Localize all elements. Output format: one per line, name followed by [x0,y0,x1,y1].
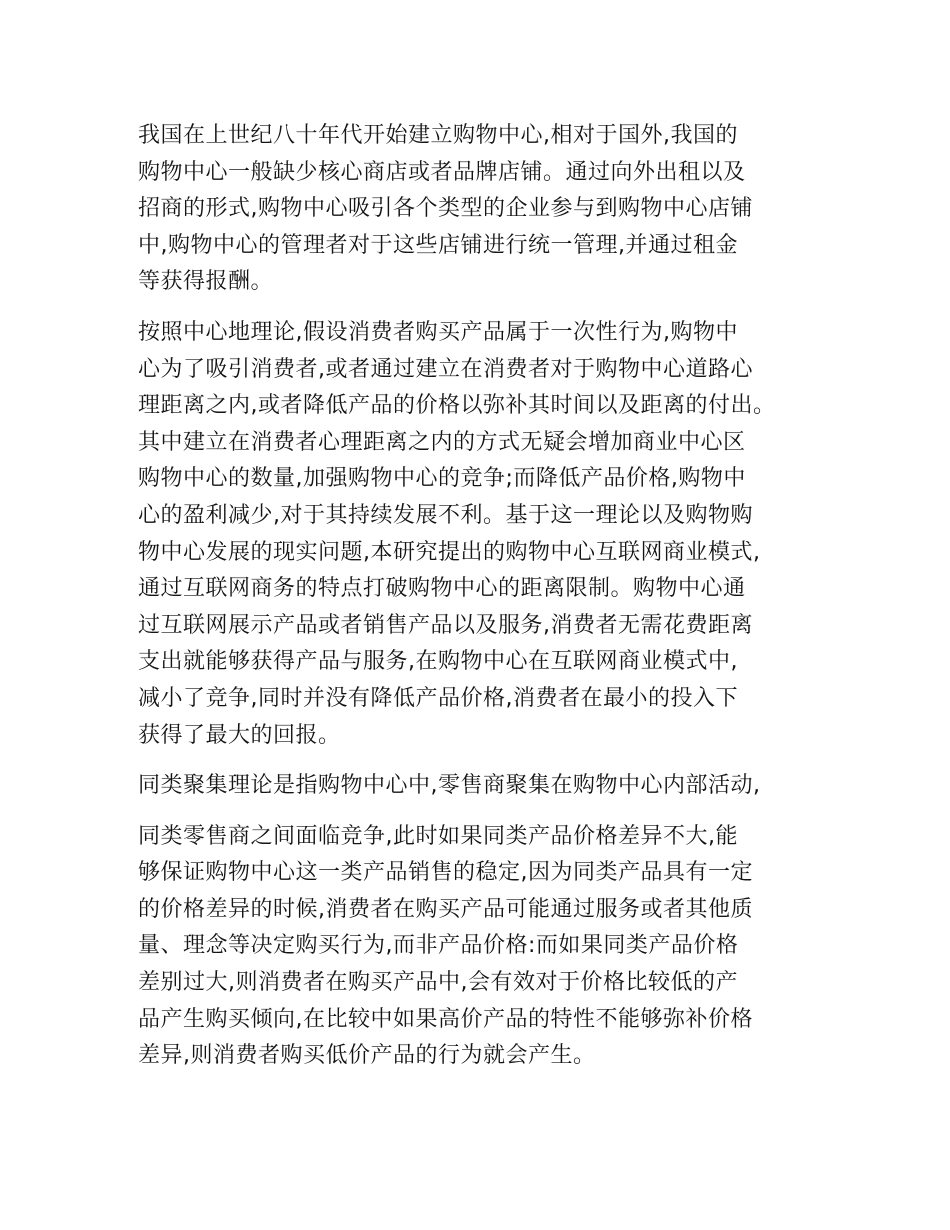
text-line: 的价格差异的时候,消费者在购买产品可能通过服务或者其他质 [138,896,753,922]
text-line: 量、理念等决定购买行为,而非产品价格:而如果同类产品价格 [138,933,739,959]
text-line: 通过互联网商务的特点打破购物中心的距离限制。购物中心通 [138,576,746,602]
text-line: 过互联网展示产品或者销售产品以及服务,消费者无需花费距离 [138,612,753,638]
paragraph-2 [138,315,828,754]
text-line: 心的盈利减少,对于其持续发展不利。基于这一理论以及购物购 [138,502,753,528]
text-line: 购物中心的数量,加强购物中心的竞争;而降低产品价格,购物中 [138,466,746,492]
text-line: 理距离之内,或者降低产品的价格以弥补其时间以及距离的付出。 [138,393,776,419]
text-line: 按照中心地理论,假设消费者购买产品属于一次性行为,购物中 [138,319,738,345]
text-line: 其中建立在消费者心理距离之内的方式无疑会增加商业中心区 [138,429,746,455]
text-line: 同类聚集理论是指购物中心中,零售商聚集在购物中心内部活动, [138,773,761,799]
text-line: 差别过大,则消费者在购买产品中,会有效对于价格比较低的产 [138,970,738,996]
text-line: 品产生购买倾向,在比较中如果高价产品的特性不能够弥补价格 [138,1006,753,1032]
text-line: 等获得报酬。 [138,269,274,295]
text-line: 差异,则消费者购买低价产品的行为就会产生。 [138,1043,596,1069]
text-line: 购物中心一般缺少核心商店或者品牌店铺。通过向外出租以及 [138,159,746,185]
paragraph-1 [138,118,828,301]
paragraph-4 [138,819,828,1075]
text-line: 获得了最大的回报。 [138,722,341,748]
text-line: 同类零售商之间面临竞争,此时如果同类产品价格差异不大,能 [138,823,738,849]
document-body [138,118,828,1089]
text-line: 招商的形式,购物中心吸引各个类型的企业参与到购物中心店铺 [138,196,753,222]
text-line: 物中心发展的现实问题,本研究提出的购物中心互联网商业模式, [138,539,761,565]
text-line: 中,购物中心的管理者对于这些店铺进行统一管理,并通过租金 [138,232,738,258]
text-line: 心为了吸引消费者,或者通过建立在消费者对于购物中心道路心 [138,356,753,382]
text-line: 减小了竞争,同时并没有降低产品价格,消费者在最小的投入下 [138,685,738,711]
text-line: 支出就能够获得产品与服务,在购物中心在互联网商业模式中, [138,649,738,675]
paragraph-3 [138,768,828,805]
text-line: 够保证购物中心这一类产品销售的稳定,因为同类产品具有一定 [138,860,753,886]
text-line: 我国在上世纪八十年代开始建立购物中心,相对于国外,我国的 [138,123,738,148]
